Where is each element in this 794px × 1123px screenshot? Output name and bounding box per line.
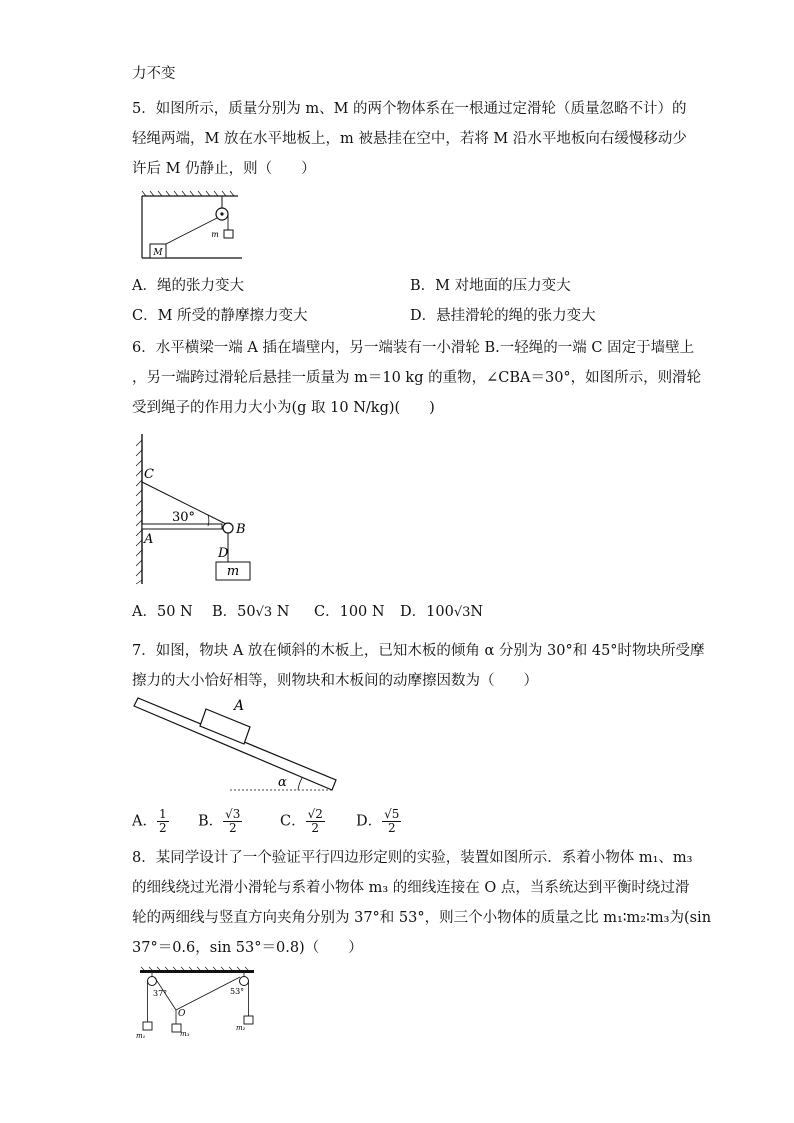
option-6d[interactable] — [400, 602, 483, 623]
question-8-text: 37°＝0.6，sin 53°＝0.8)（ ） — [132, 940, 363, 956]
question-5-text: 5．如图所示，质量分别为 m、M 的两个物体系在一根通过定滑轮（质量忽略不计）的 — [132, 101, 687, 117]
label-A: A — [144, 532, 154, 547]
angle-37: 37° — [153, 989, 168, 998]
option-7c[interactable] — [280, 808, 325, 835]
label-m2: m₂ — [236, 1024, 246, 1032]
option-7a-letter: A． — [132, 813, 157, 830]
fraction-numerator: √5 — [384, 807, 400, 821]
question-8-text: 8．某同学设计了一个验证平行四边形定则的实验，装置如图所示．系着小物体 m₁、m₃ — [132, 850, 693, 866]
angle-label: 30° — [172, 510, 196, 525]
fraction-denominator: 2 — [228, 821, 237, 835]
figure-7-incline — [130, 696, 360, 796]
option-7d[interactable] — [356, 808, 401, 835]
option-5d[interactable]: D．悬挂滑轮的绳的张力变大 — [410, 308, 596, 324]
fraction — [306, 808, 325, 835]
option-6c[interactable]: C．100 N — [314, 604, 385, 620]
option-6b-prefix: B．50 — [212, 604, 256, 620]
text-line: 力不变 — [132, 66, 176, 82]
fraction-denominator: 2 — [158, 821, 167, 835]
option-7a[interactable] — [132, 808, 169, 835]
label-alpha: α — [278, 775, 287, 790]
question-7-text: 擦力的大小恰好相等，则物块和木板间的动摩擦因数为（ ） — [132, 673, 538, 689]
label-D: D — [218, 546, 229, 561]
fraction-numerator: √3 — [225, 807, 241, 821]
figure-6-beam-pulley — [128, 430, 268, 590]
option-7d-letter: D． — [356, 813, 383, 830]
fraction-denominator: 2 — [387, 821, 396, 835]
figure-8-parallelogram-setup — [132, 966, 272, 1046]
question-5-text: 许后 M 仍静止，则（ ） — [132, 161, 316, 177]
label-O: O — [178, 1009, 186, 1019]
question-8-text: 的细线绕过光滑小滑轮与系着小物体 m₃ 的细线连接在 O 点，当系统达到平衡时绕过滑 — [132, 880, 690, 896]
question-6-text: 受到绳子的作用力大小为(g 取 10 N/kg)( ) — [132, 400, 435, 416]
fraction — [157, 808, 169, 835]
label-m1: m₁ — [136, 1032, 146, 1040]
sqrt3-symbol: √3 — [255, 605, 273, 620]
fraction-denominator: 2 — [311, 821, 320, 835]
option-6b[interactable] — [212, 602, 289, 623]
option-5c[interactable]: C．M 所受的静摩擦力变大 — [132, 308, 308, 324]
label-m: m — [226, 564, 240, 579]
label-A: A — [234, 698, 245, 714]
option-6d-prefix: D．100 — [400, 604, 454, 620]
label-C: C — [144, 467, 154, 482]
option-6b-unit: N — [276, 604, 290, 620]
question-7-text: 7．如图，物块 A 放在倾斜的木板上，已知木板的倾角 α 分别为 30°和 45°时物块所受摩 — [132, 643, 705, 659]
option-6d-unit: N — [470, 604, 484, 620]
label-m: m — [211, 230, 219, 239]
label-M: M — [153, 248, 163, 258]
option-6a[interactable]: A．50 N — [132, 604, 193, 620]
option-7b-letter: B． — [198, 813, 224, 830]
angle-53: 53° — [230, 987, 245, 996]
fraction-numerator: 1 — [158, 807, 167, 821]
question-6-text: 6．水平横梁一端 A 插在墙壁内，另一端装有一小滑轮 B.一轻绳的一端 C 固定于墙壁上 — [132, 340, 695, 356]
question-6-text: ，另一端跨过滑轮后悬挂一质量为 m＝10 kg 的重物，∠CBA＝30°，如图所示，则滑轮 — [132, 370, 702, 386]
option-7c-letter: C． — [280, 813, 306, 830]
question-8-text: 轮的两细线与竖直方向夹角分别为 37°和 53°，则三个小物体的质量之比 m₁∶m₂∶m₃为(sin — [132, 910, 712, 926]
option-5a[interactable]: A．绳的张力变大 — [132, 278, 244, 294]
option-5b[interactable]: B．M 对地面的压力变大 — [410, 278, 571, 294]
fraction-numerator: √2 — [307, 807, 323, 821]
question-5-text: 轻绳两端，M 放在水平地板上，m 被悬挂在空中，若将 M 沿水平地板向右缓慢移动少 — [132, 131, 687, 147]
fraction — [223, 808, 242, 835]
label-m3: m₃ — [180, 1030, 190, 1038]
option-7b[interactable] — [198, 808, 242, 835]
label-B: B — [236, 522, 246, 537]
fraction — [382, 808, 401, 835]
sqrt3-symbol: √3 — [453, 605, 471, 620]
figure-5-pulley — [138, 190, 248, 270]
